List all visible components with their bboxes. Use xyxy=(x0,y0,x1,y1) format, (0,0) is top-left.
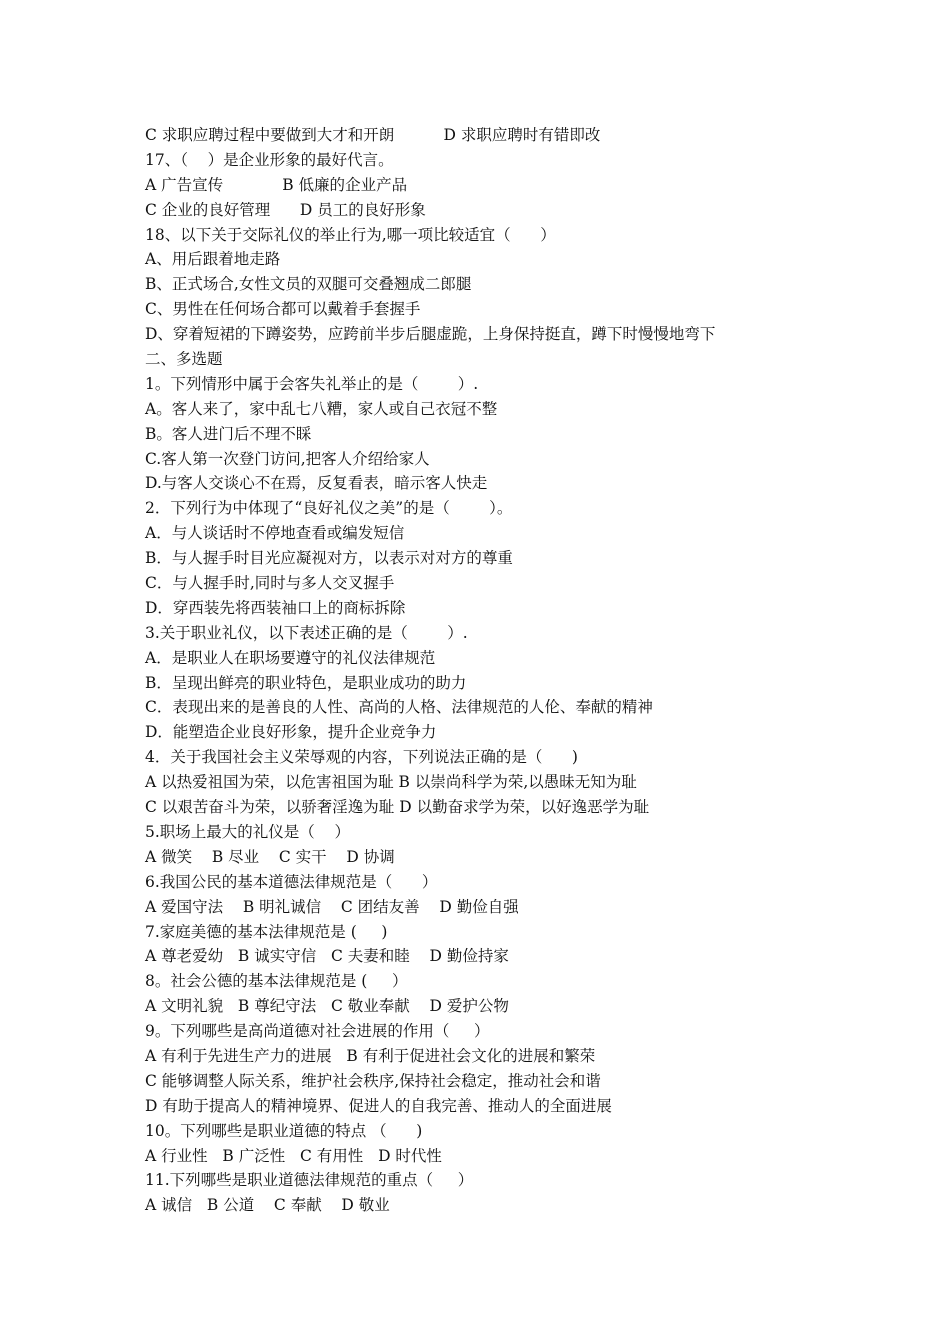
document-body xyxy=(145,123,805,1218)
mc-question-1: 1。下列情形中属于会客失礼举止的是（ ）. xyxy=(145,374,479,393)
mc-question-1-option-b: B。客人进门后不理不睬 xyxy=(145,424,312,443)
mc-question-2-option-b: B．与人握手时目光应凝视对方，以表示对对方的尊重 xyxy=(145,549,513,568)
mc-question-4-options-cd: C 以艰苦奋斗为荣，以骄奢淫逸为耻 D 以勤奋求学为荣，以好逸恶学为耻 xyxy=(145,798,650,817)
question-18-option-a: A、用后跟着地走路 xyxy=(145,250,281,269)
question-17-options-ab: A 广告宣传 B 低廉的企业产品 xyxy=(145,175,408,194)
mc-question-9-options-ab: A 有利于先进生产力的进展 B 有利于促进社会文化的进展和繁荣 xyxy=(145,1046,596,1065)
section-heading-multiple-choice: 二、多选题 xyxy=(145,350,223,369)
mc-question-6: 6.我国公民的基本道德法律规范是（ ） xyxy=(145,872,438,891)
mc-question-1-option-c: C.客人第一次登门访问,把客人介绍给家人 xyxy=(145,449,430,468)
mc-question-7-options: A 尊老爱幼 B 诚实守信 C 夫妻和睦 D 勤俭持家 xyxy=(145,947,509,966)
mc-question-3: 3.关于职业礼仪，以下表述正确的是（ ）. xyxy=(145,623,468,642)
mc-question-8: 8。社会公德的基本法律规范是 ( ） xyxy=(145,972,408,991)
mc-question-11-options: A 诚信 B 公道 C 奉献 D 敬业 xyxy=(145,1196,390,1215)
question-18-option-d: D、穿着短裙的下蹲姿势，应跨前半步后腿虚跪，上身保持挺直，蹲下时慢慢地弯下 xyxy=(145,325,716,344)
mc-question-2-option-d: D．穿西装先将西装袖口上的商标拆除 xyxy=(145,598,406,617)
mc-question-3-option-d: D．能塑造企业良好形象，提升企业竞争力 xyxy=(145,723,437,742)
mc-question-3-option-c: C．表现出来的是善良的人性、高尚的人格、法律规范的人伦、奉献的精神 xyxy=(145,698,653,717)
mc-question-8-options: A 文明礼貌 B 尊纪守法 C 敬业奉献 D 爱护公物 xyxy=(145,997,509,1016)
mc-question-4: 4．关于我国社会主义荣辱观的内容，下列说法正确的是（ ) xyxy=(145,748,578,767)
mc-question-9: 9。下列哪些是高尚道德对社会进展的作用（ ） xyxy=(145,1022,490,1041)
mc-question-5: 5.职场上最大的礼仪是（ ） xyxy=(145,822,350,841)
question-18: 18、以下关于交际礼仪的举止行为,哪一项比较适宜（ ） xyxy=(145,225,556,244)
mc-question-3-option-a: A．是职业人在职场要遵守的礼仪法律规范 xyxy=(145,648,436,667)
mc-question-2: 2．下列行为中体现了“良好礼仪之美”的是（ ）。 xyxy=(145,499,513,518)
text-line-option-cd: C 求职应聘过程中要做到大才和开朗 D 求职应聘时有错即改 xyxy=(145,126,601,144)
mc-question-2-option-a: A．与人谈话时不停地查看或编发短信 xyxy=(145,524,405,543)
question-18-option-b: B、正式场合,女性文员的双腿可交叠翘成二郎腿 xyxy=(145,275,472,294)
mc-question-4-options-ab: A 以热爱祖国为荣，以危害祖国为耻 B 以崇尚科学为荣,以愚昧无知为耻 xyxy=(145,773,637,792)
question-17-options-cd: C 企业的良好管理 D 员工的良好形象 xyxy=(145,200,426,219)
mc-question-10-options: A 行业性 B 广泛性 C 有用性 D 时代性 xyxy=(145,1146,442,1165)
mc-question-9-option-d: D 有助于提高人的精神境界、促进人的自我完善、推动人的全面进展 xyxy=(145,1096,612,1115)
mc-question-10: 10。下列哪些是职业道德的特点 （ ) xyxy=(145,1121,423,1140)
mc-question-11: 11.下列哪些是职业道德法律规范的重点（ ） xyxy=(145,1171,474,1190)
mc-question-3-option-b: B．呈现出鲜亮的职业特色，是职业成功的助力 xyxy=(145,673,467,692)
mc-question-1-option-a: A。客人来了，家中乱七八糟，家人或自己衣冠不整 xyxy=(145,399,498,418)
mc-question-7: 7.家庭美德的基本法律规范是 ( ) xyxy=(145,922,388,941)
mc-question-5-options: A 微笑 B 尽业 C 实干 D 协调 xyxy=(145,847,395,866)
mc-question-2-option-c: C．与人握手时,同时与多人交叉握手 xyxy=(145,574,395,593)
mc-question-9-option-c: C 能够调整人际关系，维护社会秩序,保持社会稳定，推动社会和谐 xyxy=(145,1071,601,1090)
mc-question-6-options: A 爱国守法 B 明礼诚信 C 团结友善 D 勤俭自强 xyxy=(145,897,519,916)
mc-question-1-option-d: D.与客人交谈心不在焉，反复看表，暗示客人快走 xyxy=(145,474,488,493)
question-17: 17、（ ）是企业形象的最好代言。 xyxy=(145,150,394,169)
question-18-option-c: C、男性在任何场合都可以戴着手套握手 xyxy=(145,300,421,319)
